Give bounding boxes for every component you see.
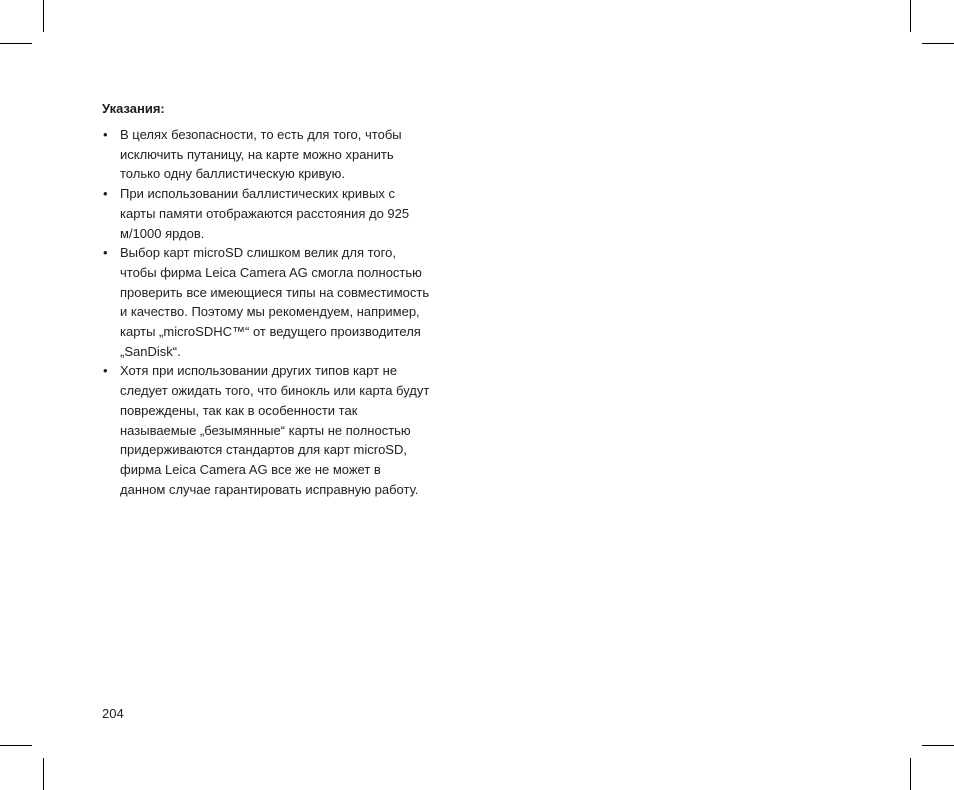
note-text	[120, 243, 472, 361]
page-number: 204	[102, 706, 124, 721]
text-line: проверить все имеющиеся типы на совместимость	[120, 284, 430, 300]
bullet-icon: •	[103, 127, 108, 142]
text-line: фирма Leica Camera AG все же не может в	[120, 461, 381, 477]
crop-mark-top-left-horizontal	[0, 43, 32, 44]
crop-mark-bottom-left-horizontal	[0, 745, 32, 746]
list-item	[102, 243, 472, 361]
note-text	[120, 361, 472, 499]
list-item	[102, 184, 472, 243]
text-line: повреждены, так как в особенности так	[120, 402, 358, 418]
list-item	[102, 125, 472, 184]
notes-heading: Указания:	[102, 101, 165, 116]
text-line: Хотя при использовании других типов карт не	[120, 363, 398, 379]
crop-mark-top-right-horizontal	[922, 43, 954, 44]
bullet-icon: •	[103, 245, 108, 261]
note-text	[120, 125, 472, 184]
notes-list	[102, 125, 472, 499]
text-line: следует ожидать того, что бинокль или карта будут	[120, 383, 430, 399]
text-line: придерживаются стандартов для карт microSD,	[120, 442, 407, 458]
text-line: „SanDisk“.	[120, 343, 181, 359]
crop-mark-top-left-vertical	[43, 0, 44, 32]
text-line: При использовании баллистических кривых с	[120, 186, 396, 202]
crop-mark-bottom-right-vertical	[910, 758, 911, 790]
text-line: чтобы фирма Leica Camera AG смогла полностью	[120, 264, 422, 280]
text-line: и качество. Поэтому мы рекомендуем, например,	[120, 304, 420, 320]
text-line: м/1000 ярдов.	[120, 225, 205, 241]
text-line: Выбор карт microSD слишком велик для того,	[120, 245, 396, 261]
text-line: карты „microSDHC™“ от ведущего производителя	[120, 324, 421, 340]
note-text	[120, 184, 472, 243]
text-line: исключить путаницу, на карте можно хранить	[120, 146, 394, 162]
crop-mark-top-right-vertical	[910, 0, 911, 32]
crop-mark-bottom-left-vertical	[43, 758, 44, 790]
bullet-icon: •	[103, 363, 108, 379]
list-item	[102, 361, 472, 499]
bullet-icon: •	[103, 186, 108, 202]
text-line: В целях безопасности, то есть для того, чтобы	[120, 127, 402, 142]
text-line: карты памяти отображаются расстояния до 925	[120, 205, 410, 221]
text-line: данном случае гарантировать исправную работу.	[120, 481, 419, 497]
text-line: называемые „безымянные“ карты не полностью	[120, 422, 411, 438]
crop-mark-bottom-right-horizontal	[922, 745, 954, 746]
text-line: только одну баллистическую кривую.	[120, 166, 345, 182]
